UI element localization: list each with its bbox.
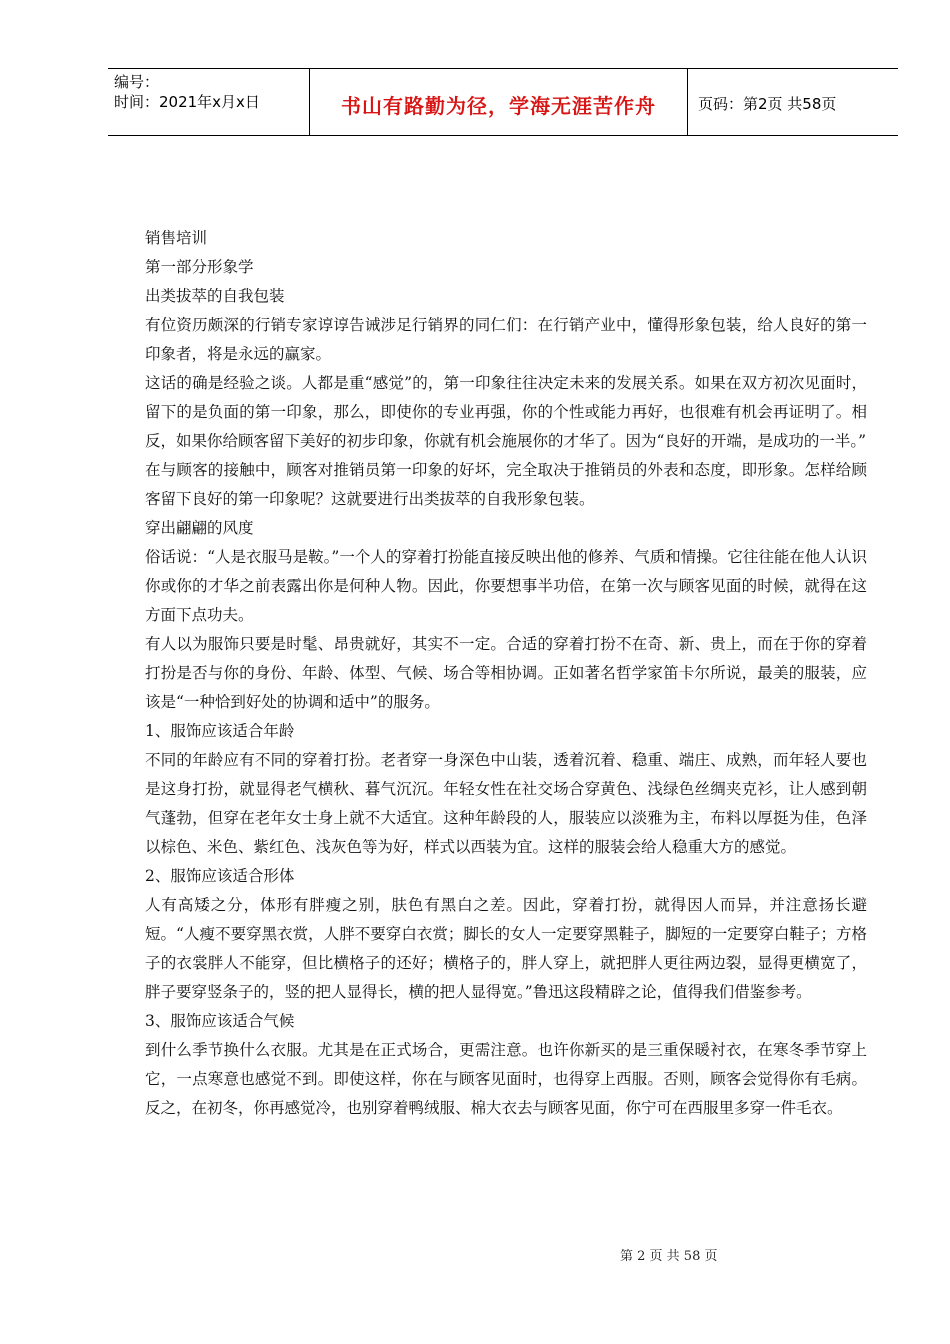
page-header — [108, 68, 898, 136]
subsection-title: 出类拔萃的自我包装 — [145, 287, 285, 305]
paragraph: 有人以为服饰只要是时髦、昂贵就好，其实不一定。合适的穿着打扮不在奇、新、贵上，而在于你的穿着打扮是否与你的身份、年龄、体型、气候、场合等相协调。正如著名哲学家笛卡尔所说，最美的服装，应该是“一种恰到好处的协调和适中”的服务。 — [145, 635, 867, 711]
header-number-label: 编号： — [114, 73, 160, 91]
list-heading: 1、服饰应该适合年龄 — [145, 722, 295, 740]
header-motto: 书山有路勤为径，学海无涯苦作舟 — [310, 69, 688, 135]
paragraph: 这话的确是经验之谈。人都是重“感觉”的，第一印象往往决定未来的发展关系。如果在双方初次见面时，留下的是负面的第一印象，那么，即使你的专业再强，你的个性或能力再好，也很难有机会再证明了。相反，如果你给顾客留下美好的初步印象，你就有机会施展你的才华了。因为“良好的开端，是成功的一半。” — [145, 374, 867, 450]
paragraph: 人有高矮之分，体形有胖瘦之别，肤色有黑白之差。因此，穿着打扮，就得因人而异，并注意扬长避短。“人瘦不要穿黑衣赏，人胖不要穿白衣赏；脚长的女人一定要穿黑鞋子，脚短的一定要穿白鞋子；方格子的衣裳胖人不能穿，但比横格子的还好；横格子的，胖人穿上，就把胖人更往两边裂，显得更横宽了，胖子要穿竖条子的，竖的把人显得长，横的把人显得宽。”鲁迅这段精辟之论，值得我们借鉴参考。 — [145, 896, 867, 1001]
paragraph: 在与顾客的接触中，顾客对推销员第一印象的好坏，完全取决于推销员的外表和态度，即形象。怎样给顾客留下良好的第一印象呢？这就要进行出类拔萃的自我形象包装。 — [145, 461, 867, 508]
header-page-info: 页码：第2页 共58页 — [698, 94, 837, 113]
paragraph: 到什么季节换什么衣服。尤其是在正式场合，更需注意。也许你新买的是三重保暖衬衣，在寒冬季节穿上它，一点寒意也感觉不到。即使这样，你在与顾客见面时，也得穿上西服。否则，顾客会觉得你有毛病。反之，在初冬，你再感觉冷，也别穿着鸭绒服、棉大衣去与顾客见面，你宁可在西服里多穿一件毛衣。 — [145, 1041, 867, 1117]
header-meta — [108, 69, 310, 135]
list-heading: 2、服饰应该适合形体 — [145, 867, 295, 885]
paragraph: 俗话说：“人是衣服马是鞍。”一个人的穿着打扮能直接反映出他的修养、气质和情操。它往往能在他人认识你或你的才华之前表露出你是何种人物。因此，你要想事半功倍，在第一次与顾客见面的时候，就得在这方面下点功夫。 — [145, 548, 867, 624]
page-footer: 第 2 页 共 58 页 — [620, 1249, 718, 1264]
list-heading: 3、服饰应该适合气候 — [145, 1012, 295, 1030]
document-body — [145, 224, 867, 1123]
doc-title: 销售培训 — [145, 229, 208, 247]
header-time-label: 时间：2021年x月x日 — [114, 93, 260, 111]
paragraph: 不同的年龄应有不同的穿着打扮。老者穿一身深色中山装，透着沉着、稳重、端庄、成熟，而年轻人要也是这身打扮，就显得老气横秋、暮气沉沉。年轻女性在社交场合穿黄色、浅绿色丝绸夹克衫，让人感到朝气蓬勃，但穿在老年女士身上就不大适宜。这种年龄段的人，服装应以淡雅为主，布料以厚挺为佳，色泽以棕色、米色、紫红色、浅灰色等为好，样式以西装为宜。这样的服装会给人稳重大方的感觉。 — [145, 751, 867, 856]
subsection-title: 穿出翩翩的风度 — [145, 519, 254, 537]
section-title: 第一部分形象学 — [145, 258, 254, 276]
paragraph: 有位资历颇深的行销专家谆谆告诫涉足行销界的同仁们：在行销产业中，懂得形象包装，给人良好的第一印象者，将是永远的赢家。 — [145, 316, 867, 363]
